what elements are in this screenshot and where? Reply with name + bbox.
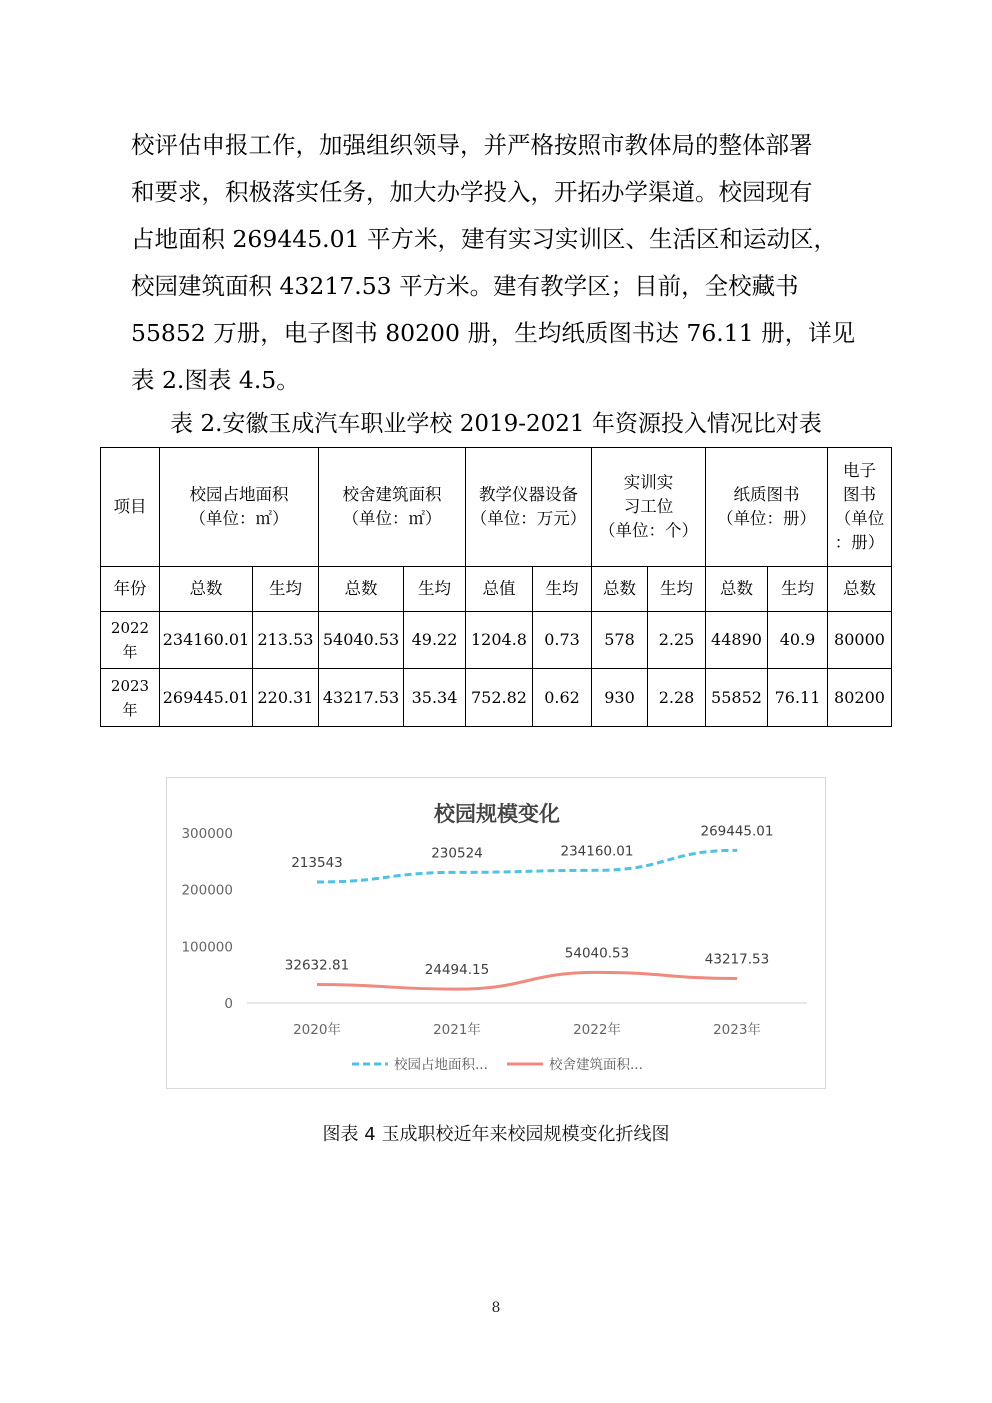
paragraph-line: 占地面积 269445.01 平方米，建有实习实训区、生活区和运动区， [131,225,838,253]
campus-scale-chart [166,777,826,1089]
row-year: 2022 年 [101,612,160,669]
table-cell: 80200 [828,669,892,727]
table-subheader-row [101,567,892,612]
data-label: 32632.81 [284,957,350,974]
table-cell: 54040.53 [319,612,404,669]
subheader-cell: 总数 [828,567,892,612]
subheader-cell: 生均 [404,567,466,612]
subheader-cell: 生均 [533,567,592,612]
header-paper-books: 纸质图书 （单位：册） [706,448,828,567]
table-cell: 752.82 [466,669,533,727]
paragraph-line: 表 2.图表 4.5。 [131,366,300,394]
resource-table [100,447,892,727]
chart-legend [352,1056,643,1073]
series-line-0 [317,850,737,882]
table-caption: 表 2.安徽玉成汽车职业学校 2019-2021 年资源投入情况比对表 [170,411,822,437]
chart-canvas [167,778,825,1088]
table-cell: 213.53 [253,612,319,669]
table-cell: 2.28 [648,669,706,727]
page-number: 8 [491,1300,501,1316]
header-campus-area: 校园占地面积 （单位：㎡） [160,448,319,567]
subheader-cell: 生均 [768,567,828,612]
table-cell: 2.25 [648,612,706,669]
y-tick-label: 200000 [181,882,233,899]
table-cell: 35.34 [404,669,466,727]
header-e-books: 电子 图书 （单位 ：册） [828,448,892,567]
x-tick-label: 2020年 [293,1022,341,1038]
y-tick-label: 300000 [181,826,233,842]
header-training-stations: 实训实 习工位 （单位：个） [592,448,706,567]
x-tick-label: 2022年 [573,1022,621,1038]
paragraph-line: 校园建筑面积 43217.53 平方米。建有教学区；目前，全校藏书 [131,272,799,300]
data-label: 269445.01 [700,823,774,840]
header-item: 项目 [101,448,160,567]
x-axis-labels [293,1021,761,1038]
series-lines [317,850,737,989]
paragraph-line: 和要求，积极落实任务，加大办学投入，开拓办学渠道。校园现有 [131,178,813,206]
data-label: 213543 [291,854,343,871]
subheader-cell: 生均 [648,567,706,612]
table-cell: 43217.53 [319,669,404,727]
table-row [101,669,892,727]
subheader-cell: 总数 [592,567,648,612]
series-line-1 [317,972,737,989]
figure-caption: 图表 4 玉成职校近年来校园规模变化折线图 [322,1124,670,1145]
table-cell: 0.62 [533,669,592,727]
header-building-area: 校舍建筑面积 （单位：㎡） [319,448,466,567]
table-cell: 269445.01 [160,669,253,727]
table-cell: 1204.8 [466,612,533,669]
table-cell: 49.22 [404,612,466,669]
row-year: 2023 年 [101,669,160,727]
table-cell: 234160.01 [160,612,253,669]
subheader-cell: 总数 [706,567,768,612]
table-cell: 44890 [706,612,768,669]
x-tick-label: 2023年 [713,1022,761,1038]
legend-label: 校园占地面积... [394,1057,488,1073]
subheader-cell: 生均 [253,567,319,612]
data-labels [285,823,774,978]
y-tick-label: 0 [224,996,233,1012]
subheader-year: 年份 [101,567,160,612]
table-cell: 578 [592,612,648,669]
chart-title: 校园规模变化 [434,802,560,826]
y-axis-labels [181,826,233,1012]
table-cell: 220.31 [253,669,319,727]
data-label: 230524 [431,845,483,862]
data-label: 54040.53 [564,945,630,962]
data-label: 234160.01 [560,843,634,860]
data-label: 24494.15 [424,962,490,979]
subheader-cell: 总数 [160,567,253,612]
table-cell: 55852 [706,669,768,727]
table-cell: 930 [592,669,648,727]
subheader-cell: 总值 [466,567,533,612]
paragraph-line: 校评估申报工作，加强组织领导，并严格按照市教体局的整体部署 [131,131,813,159]
y-tick-label: 100000 [181,939,233,956]
x-tick-label: 2021年 [433,1022,481,1038]
body-paragraph [131,122,871,404]
table-header-row [101,448,892,567]
paragraph-line: 55852 万册，电子图书 80200 册，生均纸质图书达 76.11 册，详见 [131,319,856,347]
table-cell: 80000 [828,612,892,669]
subheader-cell: 总数 [319,567,404,612]
table-cell: 40.9 [768,612,828,669]
legend-label: 校舍建筑面积... [549,1057,643,1073]
table-cell: 0.73 [533,612,592,669]
data-label: 43217.53 [704,951,770,968]
header-equipment: 教学仪器设备 （单位：万元） [466,448,592,567]
table-row [101,612,892,669]
table-cell: 76.11 [768,669,828,727]
